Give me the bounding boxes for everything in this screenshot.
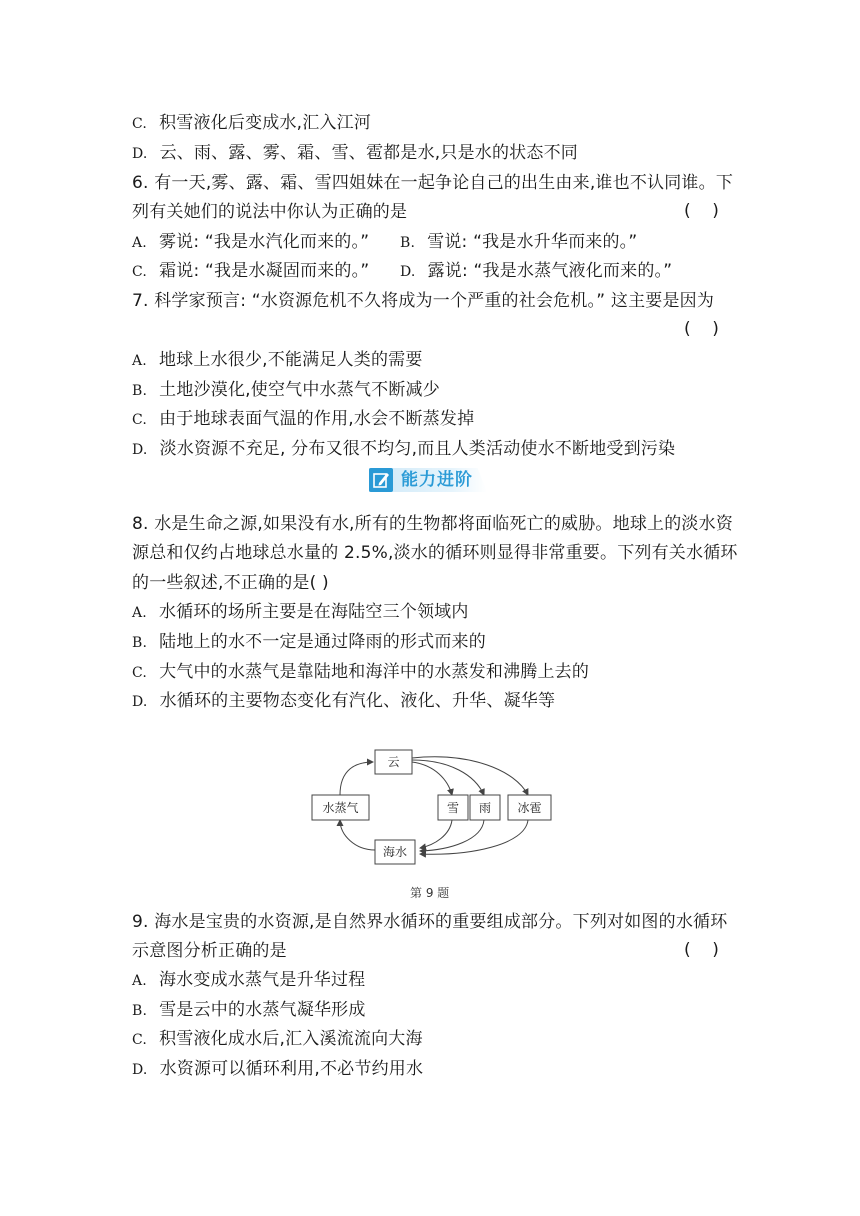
q5-option-d — [132, 142, 578, 165]
q7-stem-line1: 7. 科学家预言: “水资源危机不久将成为一个严重的社会危机。” 这主要是因为 — [132, 291, 715, 311]
q8-stem-line2: 源总和仅约占地球总水量的 2.5%,淡水的循环则显得非常重要。下列有关水循环 — [132, 543, 738, 563]
option-text: 积雪液化成水后,汇入溪流流向大海 — [159, 1029, 423, 1049]
option-letter: D. — [132, 1062, 148, 1078]
option-text: 土地沙漠化,使空气中水蒸气不断减少 — [159, 380, 440, 400]
figure-caption: 第 9 题 — [410, 886, 450, 900]
option-text: 淡水资源不充足, 分布又很不均匀,而且人类活动使水不断地受到污染 — [159, 439, 676, 459]
option-text: 陆地上的水不一定是通过降雨的形式而来的 — [159, 632, 486, 652]
cloud-label: 云 — [387, 755, 400, 769]
water-cycle-diagram — [300, 740, 560, 870]
option-text: 雪说: “我是水升华而来的。” — [427, 232, 638, 252]
option-text: 水循环的主要物态变化有汽化、液化、升华、凝华等 — [159, 691, 556, 711]
q7-option-c — [132, 408, 474, 431]
q6-answer-blank: ( ) — [684, 201, 719, 221]
q9-option-d — [132, 1058, 423, 1081]
q9-option-a — [132, 969, 365, 992]
vapor-label: 水蒸气 — [322, 801, 359, 815]
q6-stem-line2: 列有关她们的说法中你认为正确的是 — [132, 202, 408, 222]
section-banner — [367, 466, 492, 494]
option-text: 云、雨、露、雾、霜、雪、雹都是水,只是水的状态不同 — [159, 143, 578, 163]
option-text: 积雪液化后变成水,汇入江河 — [159, 113, 372, 133]
option-letter: C. — [132, 665, 148, 681]
option-text: 大气中的水蒸气是靠陆地和海洋中的水蒸发和沸腾上去的 — [159, 662, 590, 682]
rain-label: 雨 — [478, 801, 492, 815]
q9-answer-blank: ( ) — [684, 940, 719, 960]
q6-option-a — [132, 232, 369, 252]
option-text: 霜说: “我是水凝固而来的。” — [159, 261, 370, 281]
option-letter: D. — [400, 264, 416, 280]
option-text: 雪是云中的水蒸气凝华形成 — [159, 1000, 366, 1020]
q9-stem-line1: 9. 海水是宝贵的水资源,是自然界水循环的重要组成部分。下列对如图的水循环 — [132, 912, 728, 932]
option-letter: C. — [132, 1032, 148, 1048]
option-letter: C. — [132, 116, 148, 132]
option-letter: D. — [132, 146, 148, 162]
option-letter: B. — [400, 235, 416, 251]
pencil-icon — [369, 468, 393, 492]
q7-option-b — [132, 379, 440, 402]
hail-label: 冰雹 — [517, 801, 542, 815]
q5-option-c — [132, 112, 371, 135]
q8-option-c — [132, 661, 589, 684]
q7-answer-blank: ( ) — [684, 319, 719, 339]
q9-option-c — [132, 1028, 423, 1051]
q8-stem-line1: 8. 水是生命之源,如果没有水,所有的生物都将面临死亡的威胁。地球上的淡水资 — [132, 514, 734, 534]
q7-option-a — [132, 349, 423, 372]
option-text: 水循环的场所主要是在海陆空三个领域内 — [158, 602, 469, 622]
q8-option-a — [132, 601, 469, 624]
option-letter: D. — [132, 694, 148, 710]
option-letter: D. — [132, 442, 148, 458]
option-text: 海水变成水蒸气是升华过程 — [158, 970, 366, 990]
q6-stem-line1: 6. 有一天,雾、露、霜、雪四姐妹在一起争论自己的出生由来,谁也不认同谁。下 — [132, 173, 734, 193]
option-text: 地球上水很少,不能满足人类的需要 — [158, 350, 423, 370]
q8-option-b — [132, 631, 486, 654]
option-text: 雾说: “我是水汽化而来的。” — [158, 232, 370, 252]
section-title: 能力进阶 — [401, 470, 473, 490]
q6-option-c — [132, 260, 369, 283]
q6-option-b — [400, 231, 637, 254]
option-letter: A. — [132, 973, 147, 989]
q9-option-b — [132, 999, 366, 1022]
option-letter: A. — [132, 605, 147, 621]
option-text: 由于地球表面气温的作用,水会不断蒸发掉 — [159, 409, 475, 429]
option-letter: B. — [132, 1003, 148, 1019]
option-letter: C. — [132, 264, 148, 280]
option-letter: B. — [132, 383, 148, 399]
q6-option-d — [400, 260, 672, 283]
q6-options-row1 — [132, 231, 369, 254]
sea-label: 海水 — [382, 845, 408, 859]
option-letter: B. — [132, 635, 148, 651]
option-letter: A. — [132, 353, 147, 369]
q8-stem-line3: 的一些叙述,不正确的是( ) — [132, 573, 329, 593]
option-text: 露说: “我是水蒸气液化而来的。” — [427, 261, 673, 281]
option-text: 水资源可以循环利用,不必节约用水 — [159, 1059, 424, 1079]
option-letter: C. — [132, 412, 148, 428]
option-letter: A. — [132, 235, 147, 251]
q7-option-d — [132, 438, 675, 461]
q9-stem-line2: 示意图分析正确的是 — [132, 941, 287, 961]
q8-option-d — [132, 690, 555, 713]
snow-label: 雪 — [446, 801, 460, 815]
